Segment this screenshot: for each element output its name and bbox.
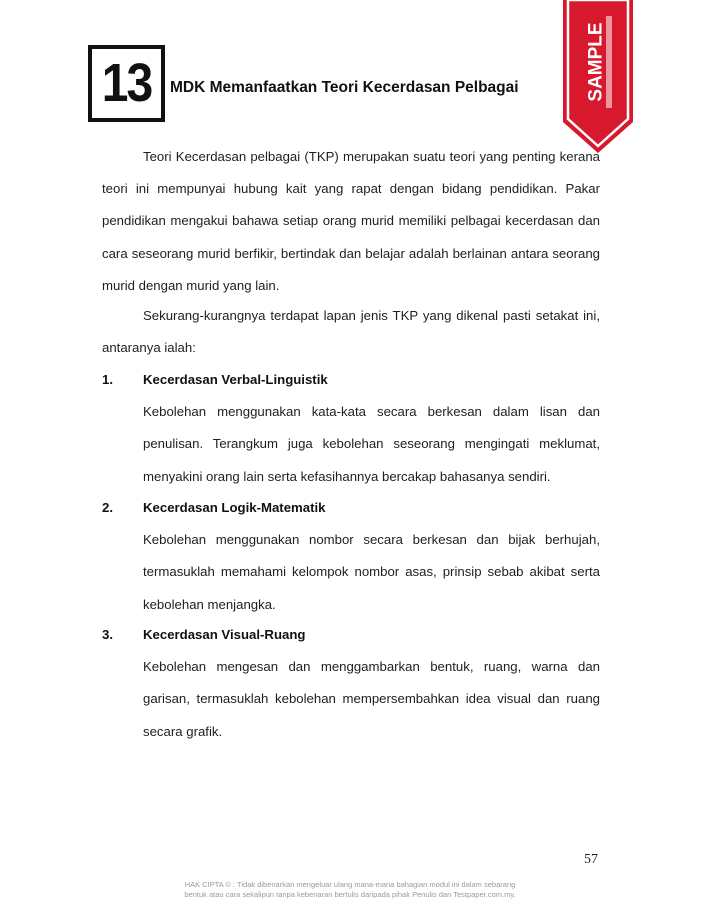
page-number: 57 bbox=[584, 852, 598, 867]
list-item-heading bbox=[102, 619, 600, 651]
list-item-heading bbox=[102, 492, 600, 524]
list-item-number: 2. bbox=[102, 500, 113, 515]
chapter-title: MDK Memanfaatkan Teori Kecerdasan Pelbagai bbox=[170, 79, 519, 96]
list-item bbox=[102, 619, 600, 748]
intro-paragraph-1-block bbox=[102, 141, 600, 302]
list-item bbox=[102, 364, 600, 493]
list-item-title: Kecerdasan Logik-Matematik bbox=[143, 500, 326, 515]
list-item-description: Kebolehan menggunakan nombor secara berkesan dan bijak berhujah, termasuklah memahami kelompok nombor asas, prinsip sebab akibat serta kebolehan menjangka. bbox=[143, 532, 600, 612]
sample-label: SAMPLE bbox=[585, 22, 607, 102]
intro-paragraph-2-block bbox=[102, 300, 600, 364]
copyright-notice bbox=[150, 880, 550, 900]
list-item-description: Kebolehan mengesan dan menggambarkan bentuk, ruang, warna dan garisan, termasuklah kebolehan mempersembahkan idea visual dan ruang secara grafik. bbox=[143, 659, 600, 739]
list-item-heading bbox=[102, 364, 600, 396]
list-item-title: Kecerdasan Visual-Ruang bbox=[143, 627, 306, 642]
list-item-description: Kebolehan menggunakan kata-kata secara berkesan dalam lisan dan penulisan. Terangkum juga kebolehan seseorang mengingati meklumat, menyakini orang lain serta kefasihannya bercakap bahasanya sendiri. bbox=[143, 404, 600, 484]
list-item-number: 3. bbox=[102, 627, 113, 642]
chapter-number-box bbox=[88, 45, 165, 122]
copyright-line-1: HAK CIPTA © : Tidak dibenarkan mengeluar ulang mana-mana bahagian modul ini dalam sebarang bbox=[184, 880, 516, 889]
copyright-line-2: bentuk atau cara sekalipun tanpa kebenaran bertulis daripada pihak Penulis dan Testpaper.com.my. bbox=[184, 890, 516, 899]
list-item bbox=[102, 492, 600, 621]
list-item-number: 1. bbox=[102, 372, 113, 387]
intro-paragraph-1: Teori Kecerdasan pelbagai (TKP) merupakan suatu teori yang penting kerana teori ini mempunyai hubung kait yang rapat dengan bidang pendidikan. Pakar pendidikan mengakui bahawa setiap orang murid memiliki pelbagai kecerdasan dan cara seseorang murid berfikir, bertindak dan belajar adalah berlainan antara seorang murid dengan murid yang lain. bbox=[102, 149, 600, 293]
chapter-number: 13 bbox=[101, 53, 152, 113]
list-item-title: Kecerdasan Verbal-Linguistik bbox=[143, 372, 328, 387]
intro-paragraph-2: Sekurang-kurangnya terdapat lapan jenis TKP yang dikenal pasti setakat ini, antaranya ialah: bbox=[102, 308, 600, 356]
sample-ribbon-badge bbox=[562, 0, 634, 154]
